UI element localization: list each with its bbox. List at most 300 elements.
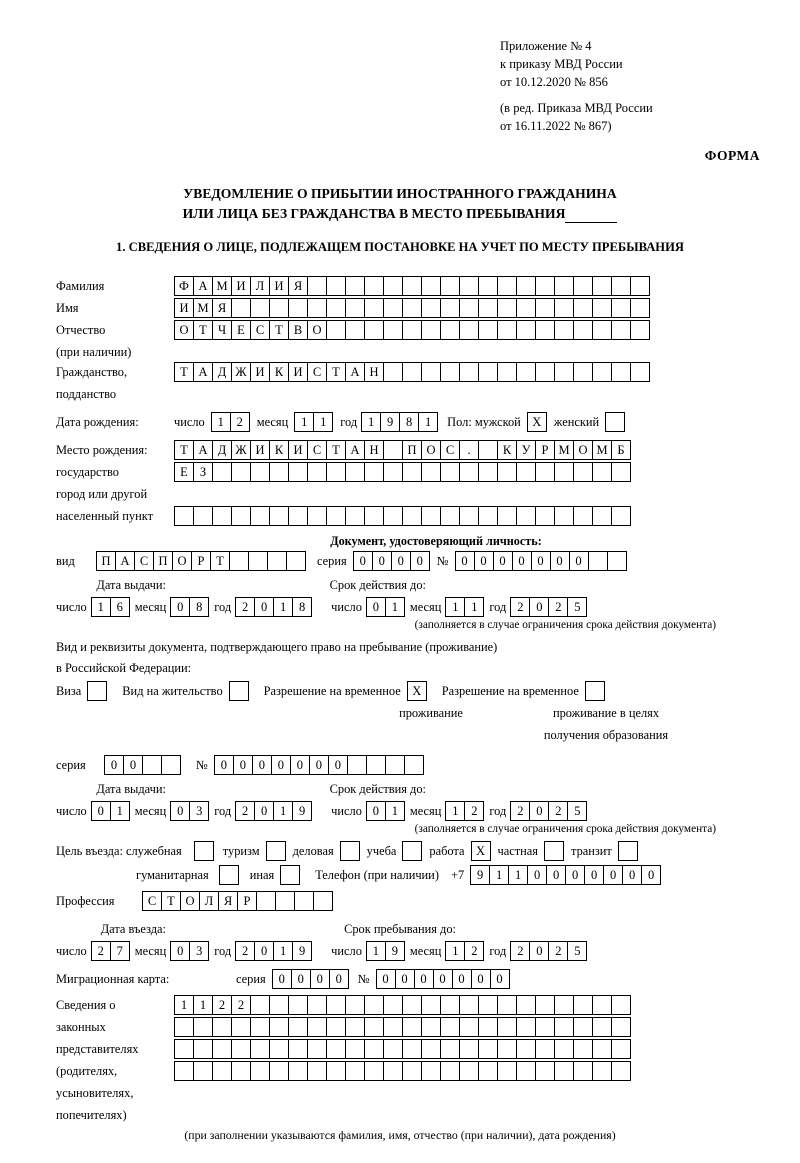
purpose-study-checkbox[interactable]	[402, 841, 421, 861]
input-cell[interactable]	[497, 1039, 517, 1059]
input-cell[interactable]: 1	[445, 941, 465, 961]
input-cell[interactable]: О	[573, 440, 593, 460]
input-cell[interactable]: 2	[510, 597, 530, 617]
input-cell[interactable]: 0	[291, 969, 311, 989]
input-cell[interactable]: 0	[395, 969, 415, 989]
input-cell[interactable]: Ф	[174, 276, 194, 296]
input-cell[interactable]	[212, 462, 232, 482]
input-cell[interactable]	[592, 995, 612, 1015]
input-cell[interactable]	[307, 1017, 327, 1037]
input-cell[interactable]: Ж	[231, 440, 251, 460]
input-cell[interactable]	[345, 1017, 365, 1037]
input-cell[interactable]	[250, 462, 270, 482]
input-cell[interactable]: П	[96, 551, 116, 571]
input-cell[interactable]: 0	[254, 941, 274, 961]
input-cell[interactable]	[573, 995, 593, 1015]
input-cell[interactable]: 1	[193, 995, 213, 1015]
input-cell[interactable]	[269, 506, 289, 526]
input-cell[interactable]: 0	[452, 969, 472, 989]
input-cell[interactable]: И	[288, 362, 308, 382]
input-cell[interactable]: О	[421, 440, 441, 460]
input-cell[interactable]: 1	[445, 801, 465, 821]
input-cell[interactable]	[402, 995, 422, 1015]
input-cell[interactable]	[588, 551, 608, 571]
input-cell[interactable]: 1	[174, 995, 194, 1015]
input-cell[interactable]: 2	[548, 941, 568, 961]
input-cell[interactable]: 0	[123, 755, 143, 775]
input-cell[interactable]	[592, 1061, 612, 1081]
input-cell[interactable]	[288, 462, 308, 482]
input-cell[interactable]	[231, 506, 251, 526]
input-cell[interactable]	[219, 865, 239, 885]
input-cell[interactable]	[573, 1017, 593, 1037]
input-cell[interactable]	[440, 1017, 460, 1037]
input-cell[interactable]: 9	[380, 412, 400, 432]
input-cell[interactable]: 0	[512, 551, 532, 571]
purpose-tourism-checkbox[interactable]	[266, 841, 285, 861]
input-cell[interactable]	[307, 298, 327, 318]
input-cell[interactable]: 0	[433, 969, 453, 989]
input-cell[interactable]: 0	[546, 865, 566, 885]
input-cell[interactable]	[478, 506, 498, 526]
entry-year-input[interactable]	[235, 941, 311, 961]
input-cell[interactable]: 0	[170, 597, 190, 617]
input-cell[interactable]	[364, 1061, 384, 1081]
input-cell[interactable]: А	[115, 551, 135, 571]
input-cell[interactable]	[516, 276, 536, 296]
input-cell[interactable]	[592, 298, 612, 318]
doc-series-input[interactable]	[353, 551, 429, 571]
input-cell[interactable]: 0	[329, 969, 349, 989]
name-input[interactable]	[174, 298, 649, 318]
input-cell[interactable]	[516, 320, 536, 340]
input-cell[interactable]	[288, 1017, 308, 1037]
input-cell[interactable]	[592, 362, 612, 382]
input-cell[interactable]	[383, 506, 403, 526]
input-cell[interactable]	[585, 681, 605, 701]
input-cell[interactable]: 0	[414, 969, 434, 989]
input-cell[interactable]	[554, 506, 574, 526]
input-cell[interactable]: 5	[567, 801, 587, 821]
input-cell[interactable]	[497, 320, 517, 340]
input-cell[interactable]	[497, 298, 517, 318]
input-cell[interactable]: Б	[611, 440, 631, 460]
input-cell[interactable]: И	[174, 298, 194, 318]
input-cell[interactable]: 2	[212, 995, 232, 1015]
input-cell[interactable]	[294, 891, 314, 911]
input-cell[interactable]	[440, 320, 460, 340]
input-cell[interactable]	[345, 276, 365, 296]
mig-number-input[interactable]	[376, 969, 509, 989]
input-cell[interactable]	[421, 298, 441, 318]
input-cell[interactable]	[364, 276, 384, 296]
input-cell[interactable]: 1	[273, 597, 293, 617]
input-cell[interactable]	[269, 1017, 289, 1037]
purpose-official-checkbox[interactable]	[194, 841, 213, 861]
input-cell[interactable]: 2	[510, 941, 530, 961]
input-cell[interactable]	[212, 1017, 232, 1037]
doc-issue-day-input[interactable]	[91, 597, 129, 617]
input-cell[interactable]: 3	[189, 801, 209, 821]
input-cell[interactable]	[573, 462, 593, 482]
input-cell[interactable]: 0	[410, 551, 430, 571]
input-cell[interactable]: Я	[212, 298, 232, 318]
input-cell[interactable]: С	[142, 891, 162, 911]
input-cell[interactable]: 1	[445, 597, 465, 617]
input-cell[interactable]: 0	[471, 969, 491, 989]
birthplace-city-input-1[interactable]	[174, 462, 630, 482]
input-cell[interactable]: С	[250, 320, 270, 340]
residence-permit-checkbox[interactable]	[229, 681, 248, 701]
input-cell[interactable]	[326, 1039, 346, 1059]
stay-valid-day-input[interactable]	[366, 801, 404, 821]
input-cell[interactable]: 1	[313, 412, 333, 432]
input-cell[interactable]: А	[193, 440, 213, 460]
input-cell[interactable]	[326, 462, 346, 482]
temp-residence-checkbox[interactable]	[407, 681, 426, 701]
input-cell[interactable]	[326, 1061, 346, 1081]
input-cell[interactable]: Л	[250, 276, 270, 296]
input-cell[interactable]	[459, 995, 479, 1015]
input-cell[interactable]	[497, 462, 517, 482]
input-cell[interactable]	[385, 755, 405, 775]
input-cell[interactable]	[402, 1039, 422, 1059]
input-cell[interactable]	[383, 1017, 403, 1037]
input-cell[interactable]	[326, 298, 346, 318]
input-cell[interactable]	[497, 362, 517, 382]
input-cell[interactable]: 0	[254, 597, 274, 617]
input-cell[interactable]: 0	[170, 941, 190, 961]
input-cell[interactable]: X	[407, 681, 427, 701]
input-cell[interactable]: П	[402, 440, 422, 460]
input-cell[interactable]	[440, 462, 460, 482]
input-cell[interactable]	[383, 320, 403, 340]
input-cell[interactable]	[383, 298, 403, 318]
input-cell[interactable]: X	[527, 412, 547, 432]
input-cell[interactable]	[478, 1039, 498, 1059]
input-cell[interactable]	[288, 995, 308, 1015]
input-cell[interactable]	[516, 1061, 536, 1081]
input-cell[interactable]	[402, 320, 422, 340]
entry-month-input[interactable]	[170, 941, 208, 961]
input-cell[interactable]	[421, 276, 441, 296]
input-cell[interactable]	[269, 1061, 289, 1081]
input-cell[interactable]	[402, 462, 422, 482]
input-cell[interactable]: И	[250, 362, 270, 382]
stay-valid-month-input[interactable]	[445, 801, 483, 821]
input-cell[interactable]	[611, 462, 631, 482]
input-cell[interactable]: Т	[174, 440, 194, 460]
input-cell[interactable]	[383, 462, 403, 482]
input-cell[interactable]	[459, 506, 479, 526]
input-cell[interactable]	[231, 298, 251, 318]
input-cell[interactable]: 2	[235, 941, 255, 961]
input-cell[interactable]: 5	[567, 597, 587, 617]
input-cell[interactable]	[313, 891, 333, 911]
input-cell[interactable]: 1	[110, 801, 130, 821]
input-cell[interactable]: Н	[364, 362, 384, 382]
input-cell[interactable]	[478, 462, 498, 482]
input-cell[interactable]	[421, 1061, 441, 1081]
input-cell[interactable]: 2	[91, 941, 111, 961]
input-cell[interactable]	[421, 462, 441, 482]
input-cell[interactable]	[288, 1061, 308, 1081]
input-cell[interactable]: М	[554, 440, 574, 460]
input-cell[interactable]	[364, 298, 384, 318]
input-cell[interactable]: 1	[489, 865, 509, 885]
input-cell[interactable]: 0	[271, 755, 291, 775]
input-cell[interactable]: Т	[174, 362, 194, 382]
input-cell[interactable]	[250, 995, 270, 1015]
input-cell[interactable]	[250, 298, 270, 318]
stay-issue-month-input[interactable]	[170, 801, 208, 821]
input-cell[interactable]	[630, 276, 650, 296]
input-cell[interactable]: 2	[235, 597, 255, 617]
input-cell[interactable]: 9	[292, 941, 312, 961]
input-cell[interactable]	[402, 362, 422, 382]
temp-residence-edu-checkbox[interactable]	[585, 681, 604, 701]
input-cell[interactable]: Д	[212, 440, 232, 460]
input-cell[interactable]	[440, 362, 460, 382]
input-cell[interactable]	[459, 320, 479, 340]
input-cell[interactable]	[478, 362, 498, 382]
input-cell[interactable]: 0	[170, 801, 190, 821]
input-cell[interactable]	[174, 1017, 194, 1037]
input-cell[interactable]: 0	[254, 801, 274, 821]
input-cell[interactable]	[288, 1039, 308, 1059]
legal-rep-input-4[interactable]	[174, 1061, 630, 1081]
doc-valid-day-input[interactable]	[366, 597, 404, 617]
input-cell[interactable]	[366, 755, 386, 775]
input-cell[interactable]: И	[288, 440, 308, 460]
input-cell[interactable]	[212, 506, 232, 526]
patronymic-input[interactable]	[174, 320, 649, 340]
input-cell[interactable]	[478, 298, 498, 318]
input-cell[interactable]	[421, 506, 441, 526]
input-cell[interactable]	[535, 320, 555, 340]
input-cell[interactable]: В	[288, 320, 308, 340]
input-cell[interactable]: 9	[470, 865, 490, 885]
input-cell[interactable]	[326, 1017, 346, 1037]
input-cell[interactable]	[174, 1061, 194, 1081]
legal-rep-input-1[interactable]	[174, 995, 630, 1015]
input-cell[interactable]	[630, 298, 650, 318]
input-cell[interactable]	[607, 551, 627, 571]
input-cell[interactable]: 0	[290, 755, 310, 775]
input-cell[interactable]: 0	[527, 865, 547, 885]
input-cell[interactable]	[573, 276, 593, 296]
input-cell[interactable]	[345, 298, 365, 318]
input-cell[interactable]	[229, 551, 249, 571]
input-cell[interactable]	[592, 462, 612, 482]
input-cell[interactable]: 0	[233, 755, 253, 775]
doc-issue-year-input[interactable]	[235, 597, 311, 617]
input-cell[interactable]	[383, 995, 403, 1015]
input-cell[interactable]: 0	[309, 755, 329, 775]
input-cell[interactable]: З	[193, 462, 213, 482]
input-cell[interactable]: Т	[193, 320, 213, 340]
input-cell[interactable]	[275, 891, 295, 911]
input-cell[interactable]	[516, 462, 536, 482]
input-cell[interactable]: Л	[199, 891, 219, 911]
input-cell[interactable]	[478, 320, 498, 340]
input-cell[interactable]	[250, 1039, 270, 1059]
birth-day-input[interactable]	[211, 412, 249, 432]
input-cell[interactable]: 8	[292, 597, 312, 617]
input-cell[interactable]: С	[307, 362, 327, 382]
entry-day-input[interactable]	[91, 941, 129, 961]
input-cell[interactable]: С	[134, 551, 154, 571]
input-cell[interactable]	[440, 506, 460, 526]
input-cell[interactable]: 1	[464, 597, 484, 617]
input-cell[interactable]	[266, 841, 286, 861]
input-cell[interactable]	[611, 1039, 631, 1059]
input-cell[interactable]: М	[592, 440, 612, 460]
input-cell[interactable]	[231, 1061, 251, 1081]
input-cell[interactable]: Р	[535, 440, 555, 460]
stay-until-month-input[interactable]	[445, 941, 483, 961]
input-cell[interactable]: .	[459, 440, 479, 460]
input-cell[interactable]	[592, 320, 612, 340]
input-cell[interactable]	[404, 755, 424, 775]
input-cell[interactable]: А	[193, 362, 213, 382]
input-cell[interactable]	[250, 506, 270, 526]
doc-valid-year-input[interactable]	[510, 597, 586, 617]
mig-series-input[interactable]	[272, 969, 348, 989]
input-cell[interactable]: 0	[493, 551, 513, 571]
input-cell[interactable]	[459, 1061, 479, 1081]
input-cell[interactable]: Р	[237, 891, 257, 911]
input-cell[interactable]: 2	[548, 801, 568, 821]
input-cell[interactable]	[269, 1039, 289, 1059]
input-cell[interactable]	[573, 298, 593, 318]
stay-until-year-input[interactable]	[510, 941, 586, 961]
input-cell[interactable]	[497, 276, 517, 296]
input-cell[interactable]: 2	[464, 941, 484, 961]
input-cell[interactable]: 2	[464, 801, 484, 821]
input-cell[interactable]	[497, 506, 517, 526]
input-cell[interactable]: 1	[273, 941, 293, 961]
visa-checkbox[interactable]	[87, 681, 106, 701]
input-cell[interactable]	[345, 506, 365, 526]
input-cell[interactable]	[345, 995, 365, 1015]
input-cell[interactable]	[573, 362, 593, 382]
input-cell[interactable]: А	[193, 276, 213, 296]
input-cell[interactable]	[554, 1039, 574, 1059]
input-cell[interactable]: 1	[385, 597, 405, 617]
input-cell[interactable]: О	[307, 320, 327, 340]
input-cell[interactable]: М	[212, 276, 232, 296]
input-cell[interactable]	[347, 755, 367, 775]
sex-male-checkbox[interactable]	[527, 412, 546, 432]
input-cell[interactable]	[250, 1017, 270, 1037]
input-cell[interactable]: 0	[272, 969, 292, 989]
input-cell[interactable]: 0	[529, 941, 549, 961]
input-cell[interactable]: 0	[391, 551, 411, 571]
input-cell[interactable]	[459, 1017, 479, 1037]
input-cell[interactable]	[269, 995, 289, 1015]
input-cell[interactable]: 1	[385, 801, 405, 821]
input-cell[interactable]	[402, 1017, 422, 1037]
input-cell[interactable]: А	[345, 362, 365, 382]
input-cell[interactable]: 0	[622, 865, 642, 885]
input-cell[interactable]	[402, 298, 422, 318]
input-cell[interactable]: 0	[366, 597, 386, 617]
input-cell[interactable]	[402, 1061, 422, 1081]
input-cell[interactable]: Т	[161, 891, 181, 911]
input-cell[interactable]: П	[153, 551, 173, 571]
input-cell[interactable]: 5	[567, 941, 587, 961]
input-cell[interactable]	[421, 995, 441, 1015]
input-cell[interactable]	[364, 1017, 384, 1037]
input-cell[interactable]	[459, 362, 479, 382]
input-cell[interactable]	[554, 276, 574, 296]
input-cell[interactable]	[364, 995, 384, 1015]
input-cell[interactable]: 0	[353, 551, 373, 571]
phone-input[interactable]	[470, 865, 660, 885]
input-cell[interactable]	[478, 1061, 498, 1081]
doc-valid-month-input[interactable]	[445, 597, 483, 617]
input-cell[interactable]	[478, 995, 498, 1015]
input-cell[interactable]	[212, 1061, 232, 1081]
input-cell[interactable]	[193, 1039, 213, 1059]
input-cell[interactable]: К	[269, 440, 289, 460]
input-cell[interactable]	[554, 1017, 574, 1037]
stay-valid-year-input[interactable]	[510, 801, 586, 821]
input-cell[interactable]: 1	[418, 412, 438, 432]
birthplace-state-input[interactable]	[174, 440, 630, 460]
input-cell[interactable]	[194, 841, 214, 861]
input-cell[interactable]: 0	[366, 801, 386, 821]
input-cell[interactable]: Я	[218, 891, 238, 911]
input-cell[interactable]	[611, 298, 631, 318]
input-cell[interactable]: Е	[231, 320, 251, 340]
input-cell[interactable]	[364, 462, 384, 482]
input-cell[interactable]: 0	[565, 865, 585, 885]
input-cell[interactable]: 0	[376, 969, 396, 989]
input-cell[interactable]: Ч	[212, 320, 232, 340]
input-cell[interactable]: Т	[326, 362, 346, 382]
input-cell[interactable]	[535, 298, 555, 318]
input-cell[interactable]: 3	[189, 941, 209, 961]
input-cell[interactable]	[231, 1017, 251, 1037]
input-cell[interactable]: 0	[531, 551, 551, 571]
input-cell[interactable]	[383, 1061, 403, 1081]
input-cell[interactable]	[554, 298, 574, 318]
input-cell[interactable]	[280, 865, 300, 885]
doc-issue-month-input[interactable]	[170, 597, 208, 617]
input-cell[interactable]	[516, 995, 536, 1015]
legal-rep-input-3[interactable]	[174, 1039, 630, 1059]
input-cell[interactable]	[383, 276, 403, 296]
input-cell[interactable]	[383, 362, 403, 382]
input-cell[interactable]: 0	[584, 865, 604, 885]
input-cell[interactable]	[440, 1039, 460, 1059]
input-cell[interactable]: И	[250, 440, 270, 460]
doc-number-input[interactable]	[455, 551, 626, 571]
input-cell[interactable]	[611, 362, 631, 382]
input-cell[interactable]	[286, 551, 306, 571]
purpose-humanitarian-checkbox[interactable]	[219, 865, 238, 885]
input-cell[interactable]: 0	[550, 551, 570, 571]
input-cell[interactable]	[193, 1061, 213, 1081]
input-cell[interactable]	[307, 1039, 327, 1059]
input-cell[interactable]: Е	[174, 462, 194, 482]
input-cell[interactable]: Д	[212, 362, 232, 382]
input-cell[interactable]	[402, 506, 422, 526]
input-cell[interactable]	[535, 276, 555, 296]
input-cell[interactable]	[605, 412, 625, 432]
